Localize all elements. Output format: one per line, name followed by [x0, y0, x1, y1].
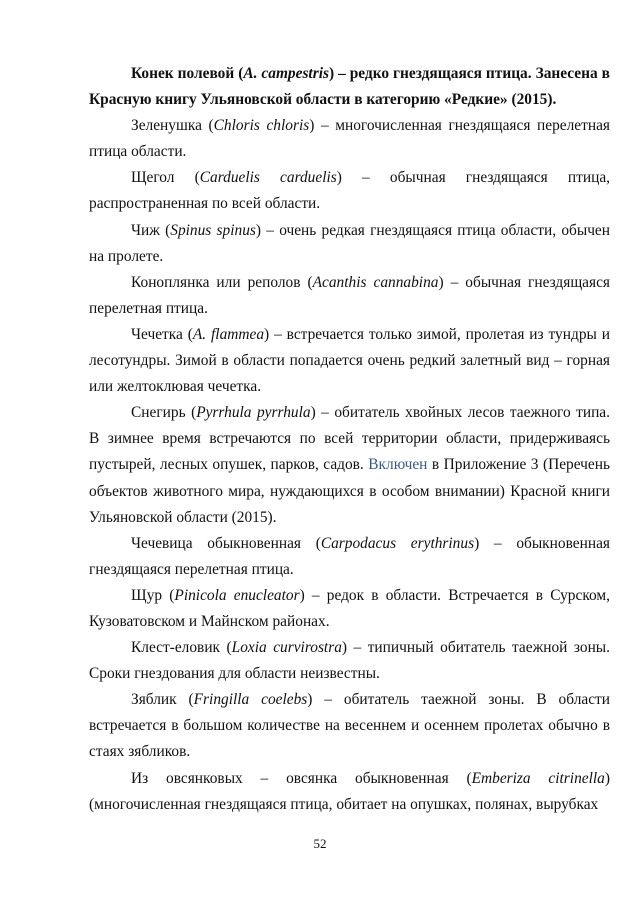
- paragraph-text: ) (многочисленная гнездящаяся птица, обитает на опушках, полянах, вырубках: [89, 769, 610, 813]
- paragraph-text: Зеленушка (: [131, 117, 214, 135]
- paragraph-text: Зяблик (: [131, 691, 194, 709]
- paragraph-text: в Приложение 3 (Перечень объектов животного мира, нуждающихся в особом внимании) Красной книги Ульяновской области (2015).: [89, 456, 610, 526]
- paragraph-a-flammea: [89, 322, 610, 400]
- species-latin-name: Emberiza citrinella: [471, 769, 605, 787]
- paragraph-text: ) – обычная гнездящаяся птица, распространенная по всей области.: [89, 169, 611, 213]
- species-latin-name: Carduelis carduelis: [199, 169, 337, 187]
- paragraph-pinicola-enucleator: [89, 583, 610, 635]
- paragraph-chloris-chloris: [89, 113, 610, 165]
- paragraph-spinus-spinus: [89, 218, 610, 270]
- paragraph-text: ) – обыкновенная гнездящаяся перелетная птица.: [89, 534, 610, 578]
- document-body: [89, 61, 610, 818]
- paragraph-text: Клест-еловик (: [131, 639, 232, 657]
- paragraph-carduelis-carduelis: [89, 165, 610, 217]
- paragraph-pyrrhula-pyrrhula: [89, 400, 610, 530]
- paragraph-text: Снегирь (: [131, 404, 197, 422]
- species-latin-name: Carpodacus erythrinus: [320, 534, 475, 552]
- paragraph-fringilla-coelebs: [89, 687, 610, 765]
- species-latin-name: A. campestris: [243, 65, 329, 82]
- paragraph-text: ) – редко гнездящаяся птица. Занесена в Красную книгу Ульяновской области в категорию «Редкие» (2015).: [89, 65, 610, 109]
- paragraph-text: ) – редок в области. Встречается в Сурском, Кузоватовском и Майнском районах.: [89, 586, 611, 630]
- paragraph-text: ) – многочисленная гнездящаяся перелетная птица области.: [89, 117, 610, 161]
- paragraph-text: ) – очень редкая гнездящаяся птица области, обычен на пролете.: [89, 221, 610, 265]
- species-latin-name: Acanthis cannabina: [312, 273, 439, 291]
- paragraph-carpodacus-erythrinus: [89, 531, 610, 583]
- paragraph-text: Щур (: [131, 586, 175, 604]
- paragraph-text: Чечетка (: [131, 325, 193, 343]
- species-latin-name: Pinicola enucleator: [174, 586, 300, 604]
- paragraph-text: Коноплянка или реполов (: [131, 273, 313, 291]
- paragraph-anthus-campestris: [89, 61, 610, 113]
- paragraph-text: Конек полевой (: [131, 65, 244, 82]
- species-latin-name: Fringilla coelebs: [193, 691, 308, 709]
- paragraph-text: Чечевица обыкновенная (: [131, 534, 321, 552]
- paragraph-text: Из овсянковых – овсянка обыкновенная (: [131, 769, 472, 787]
- paragraph-text: ) – встречается только зимой, пролетая из тундры и лесотундры. Зимой в области попадается очень редкий залетный вид – горная или желтоклювая чечетка.: [89, 325, 610, 396]
- page-number: 52: [313, 836, 327, 851]
- paragraph-text: ) – обитатель таежной зоны. В области встречается в большом количестве на весеннем и осеннем пролетах обычно в стаях зябликов.: [89, 691, 610, 761]
- paragraph-text: Щегол (: [131, 169, 200, 187]
- paragraph-text: Включен: [368, 456, 428, 474]
- species-latin-name: Spinus spinus: [170, 221, 256, 239]
- species-latin-name: Pyrrhula pyrrhula: [196, 404, 311, 422]
- paragraph-text: ) – обитатель хвойных лесов таежного типа. В зимнее время встречаются по всей территории области, придерживаясь пустырей, лесных опушек, парков, садов.: [89, 404, 610, 474]
- species-latin-name: Chloris chloris: [213, 117, 310, 135]
- species-latin-name: Loxia curvirostra: [231, 639, 342, 657]
- paragraph-loxia-curvirostra: [89, 635, 610, 687]
- species-latin-name: A. flammea: [192, 325, 265, 343]
- paragraph-text: ) – типичный обитатель таежной зоны. Сроки гнездования для области неизвестны.: [89, 639, 610, 683]
- paragraph-acanthis-cannabina: [89, 270, 610, 322]
- paragraph-text: ) – обычная гнездящаяся перелетная птица.: [89, 273, 610, 317]
- paragraph-emberiza-citrinella: [89, 766, 610, 818]
- paragraph-text: Чиж (: [131, 221, 171, 239]
